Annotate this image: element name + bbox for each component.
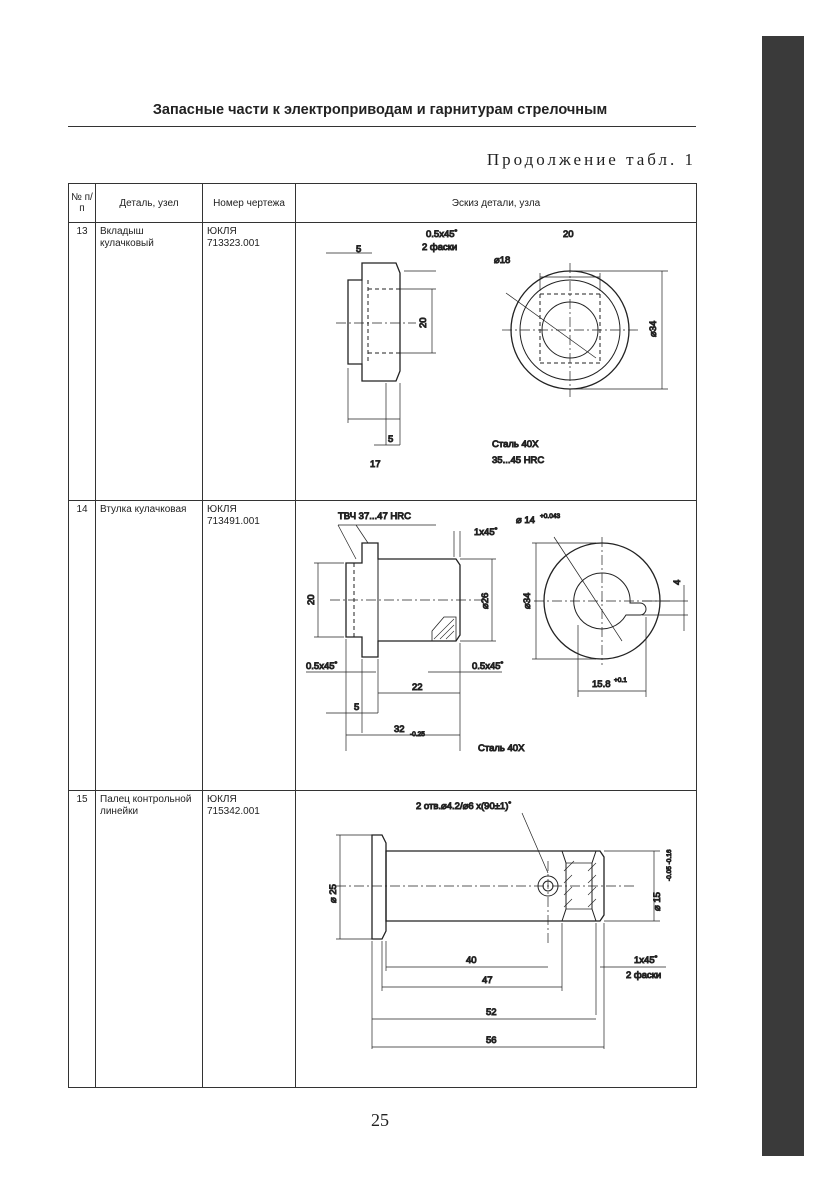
dim-label: ⌀18 (494, 255, 511, 266)
dim-label: 1x45˚ (634, 955, 658, 966)
table-row (69, 223, 697, 501)
material-label: Сталь 40Х (492, 439, 539, 450)
table-header-row (69, 184, 697, 223)
drawing-number: ЮКЛЯ 713491.001 (203, 501, 296, 791)
dim-label: 17 (370, 459, 381, 470)
drawing-number: ЮКЛЯ 713323.001 (203, 223, 296, 501)
parts-table (68, 183, 697, 1088)
dim-label: +0.043 (540, 513, 561, 520)
dim-label: 1x45˚ (474, 527, 498, 538)
dim-label: -0.25 (410, 731, 425, 738)
dim-label: 0.5x45˚ (472, 661, 504, 672)
sketch-cell (296, 223, 697, 501)
row-number: 14 (69, 501, 96, 791)
dim-label: 5 (388, 434, 394, 445)
dim-label: 32 (394, 724, 405, 735)
sketch-cell (296, 791, 697, 1088)
row-number: 15 (69, 791, 96, 1088)
material-label: Сталь 40Х (478, 743, 525, 754)
dim-label: 2 фаски (626, 970, 662, 981)
dim-label: 47 (482, 975, 493, 986)
page-number: 25 (371, 1110, 389, 1130)
part-name: Втулка кулачковая (96, 501, 203, 791)
dim-label: 20 (563, 229, 574, 240)
dim-label: 15.8 (592, 679, 611, 690)
dim-label: 0.5x45˚ (306, 661, 338, 672)
dim-label: 5 (354, 702, 360, 713)
dim-label: 20 (306, 594, 317, 605)
part-name: Палец контрольной линейки (96, 791, 203, 1088)
hardness-label: 35...45 HRC (492, 455, 545, 466)
part-name: Вкладыш кулачковый (96, 223, 203, 501)
col-header-sketch: Эскиз детали, узла (296, 184, 697, 223)
page-header: Запасные части к электроприводам и гарнитурам стрелочным (152, 102, 608, 118)
dim-label: ⌀34 (648, 320, 659, 337)
row-number: 13 (69, 223, 96, 501)
col-header-part: Деталь, узел (96, 184, 203, 223)
header-rule (68, 126, 696, 127)
dim-label: -0.05 -0.16 (666, 849, 673, 881)
dim-label: 40 (466, 955, 477, 966)
dim-label: 52 (486, 1007, 497, 1018)
dim-label: 0.5x45˚ (426, 229, 458, 240)
table-row (69, 791, 697, 1088)
table-row (69, 501, 697, 791)
sketch-cell (296, 501, 697, 791)
col-header-drawing: Номер чертежа (203, 184, 296, 223)
sketch-drawing-15 (296, 791, 696, 1087)
dim-label: 5 (356, 244, 362, 255)
dim-label: ⌀34 (522, 592, 533, 609)
dim-label: ⌀ 15 (652, 892, 663, 911)
dim-label: 22 (412, 682, 423, 693)
drawing-number: ЮКЛЯ 715342.001 (203, 791, 296, 1088)
sketch-drawing-13 (296, 223, 696, 500)
dim-label: +0.1 (614, 677, 627, 684)
dim-label: ⌀ 25 (328, 884, 339, 903)
dim-label: ТВЧ 37...47 HRC (338, 511, 411, 522)
dim-label: ⌀ 14 (516, 515, 535, 526)
dim-label: 20 (418, 317, 429, 328)
sketch-drawing-14 (296, 501, 696, 790)
dim-label: 2 фаски (422, 242, 458, 253)
col-header-number: № п/п (69, 184, 96, 223)
scan-edge-bar (762, 36, 804, 1156)
dim-label: 56 (486, 1035, 497, 1046)
dim-label: ⌀26 (480, 592, 491, 609)
table-continuation-label: Продолжение табл. 1 (486, 150, 696, 169)
dim-label: 4 (672, 579, 683, 585)
dim-label: 2 отв.⌀4.2/⌀6 x(90±1)˚ (416, 801, 512, 812)
